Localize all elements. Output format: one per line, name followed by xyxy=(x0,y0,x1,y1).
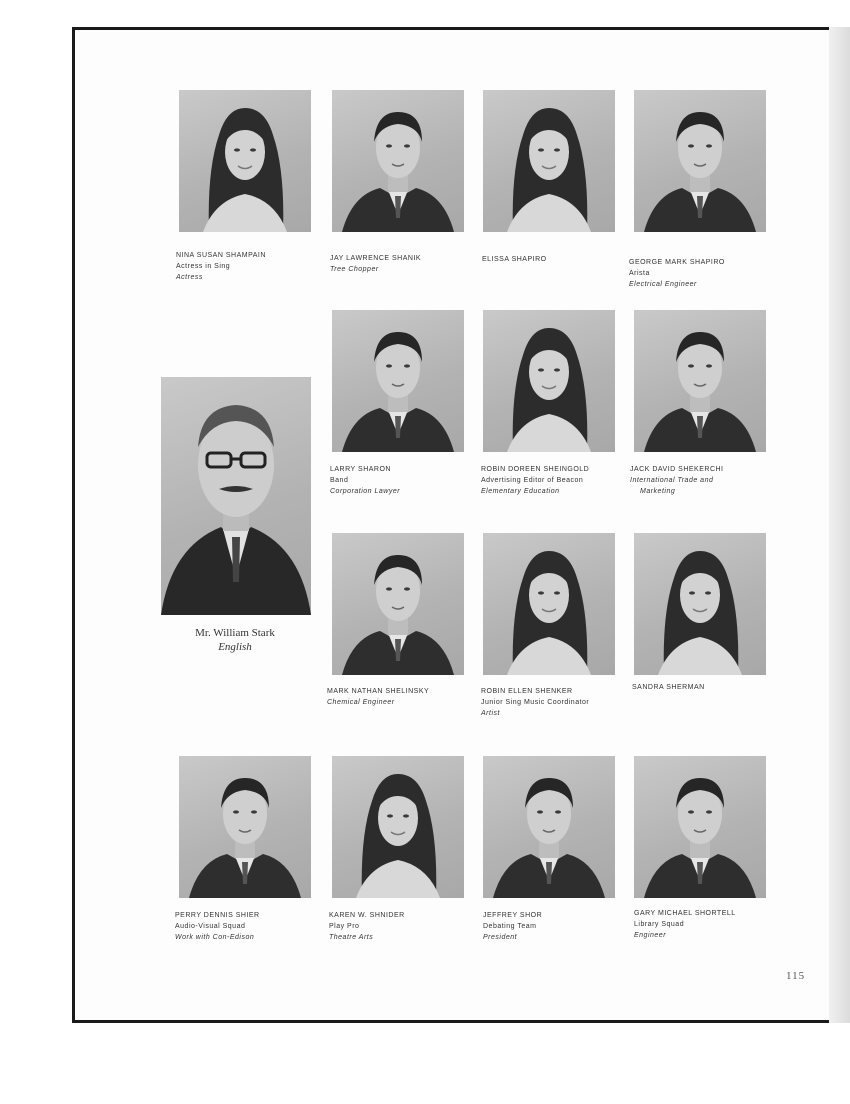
page-number: 115 xyxy=(786,970,806,982)
caption-shenker xyxy=(481,686,631,719)
student-activity: Library Squad xyxy=(634,921,685,928)
student-photo-sheingold xyxy=(483,310,615,452)
teacher-photo xyxy=(161,377,311,615)
student-activity: Advertising Editor of Beacon xyxy=(481,477,584,484)
student-career: Corporation Lawyer xyxy=(330,488,401,495)
student-activity: Arista xyxy=(629,270,650,277)
student-photo-shortell xyxy=(634,756,766,898)
student-name: GEORGE MARK SHAPIRO xyxy=(629,259,725,266)
student-activity: Debating Team xyxy=(483,923,537,930)
student-photo-sherman xyxy=(634,533,766,675)
caption-shnider xyxy=(329,910,479,943)
student-career: Elementary Education xyxy=(481,488,560,495)
student-career: Chemical Engineer xyxy=(327,699,395,706)
student-photo-shor xyxy=(483,756,615,898)
student-photo-sharon xyxy=(332,310,464,452)
student-photo-shnider xyxy=(332,756,464,898)
student-activity: Junior Sing Music Coordinator xyxy=(481,699,590,706)
caption-shor xyxy=(483,910,633,943)
student-photo-shelinsky xyxy=(332,533,464,675)
student-photo-elissa-shapiro xyxy=(483,90,615,232)
student-name: ROBIN DOREEN SHEINGOLD xyxy=(481,466,590,473)
student-activity: Band xyxy=(330,477,349,484)
student-name: ROBIN ELLEN SHENKER xyxy=(481,688,573,695)
student-activity: Actress in Sing xyxy=(176,263,231,270)
student-name: JACK DAVID SHEKERCHI xyxy=(630,466,724,473)
student-career-line2: Marketing xyxy=(640,488,676,495)
student-career: Work with Con-Edison xyxy=(175,934,255,941)
student-photo-shanik xyxy=(332,90,464,232)
student-name: LARRY SHARON xyxy=(330,466,391,473)
student-name: NINA SUSAN SHAMPAIN xyxy=(176,252,266,259)
student-name: PERRY DENNIS SHIER xyxy=(175,912,260,919)
student-name: KAREN W. SHNIDER xyxy=(329,912,405,919)
student-career: Theatre Arts xyxy=(329,934,374,941)
student-photo-shekerchi xyxy=(634,310,766,452)
student-career: Artist xyxy=(481,710,500,717)
caption-shortell xyxy=(634,908,784,941)
teacher-caption xyxy=(160,626,310,654)
caption-shelinsky xyxy=(327,686,477,708)
student-photo-shampain xyxy=(179,90,311,232)
student-activity: Play Pro xyxy=(329,923,360,930)
caption-sherman xyxy=(632,682,782,693)
student-photo-george-shapiro xyxy=(634,90,766,232)
teacher-subject: English xyxy=(218,641,252,653)
page-edge-shadow xyxy=(829,27,850,1023)
caption-shekerchi xyxy=(630,464,780,497)
caption-sharon xyxy=(330,464,480,497)
student-career: Actress xyxy=(176,274,203,281)
student-name: JAY LAWRENCE SHANIK xyxy=(330,255,422,262)
student-photo-shenker xyxy=(483,533,615,675)
student-activity: Audio-Visual Squad xyxy=(175,923,246,930)
student-name: GARY MICHAEL SHORTELL xyxy=(634,910,736,917)
student-career: President xyxy=(483,934,518,941)
student-name: JEFFREY SHOR xyxy=(483,912,543,919)
student-name: MARK NATHAN SHELINSKY xyxy=(327,688,430,695)
student-photo-shier xyxy=(179,756,311,898)
caption-elissa-shapiro xyxy=(482,254,632,265)
student-career: International Trade and xyxy=(630,477,714,484)
caption-shier xyxy=(175,910,325,943)
student-name: SANDRA SHERMAN xyxy=(632,684,705,691)
student-career: Electrical Engineer xyxy=(629,281,697,288)
caption-sheingold xyxy=(481,464,631,497)
student-career: Engineer xyxy=(634,932,667,939)
caption-shanik xyxy=(330,253,480,275)
teacher-name: Mr. William Stark xyxy=(195,627,275,639)
caption-shampain xyxy=(176,250,326,283)
student-name: ELISSA SHAPIRO xyxy=(482,256,547,263)
caption-george-shapiro xyxy=(629,257,779,290)
student-career: Tree Chopper xyxy=(330,266,379,273)
